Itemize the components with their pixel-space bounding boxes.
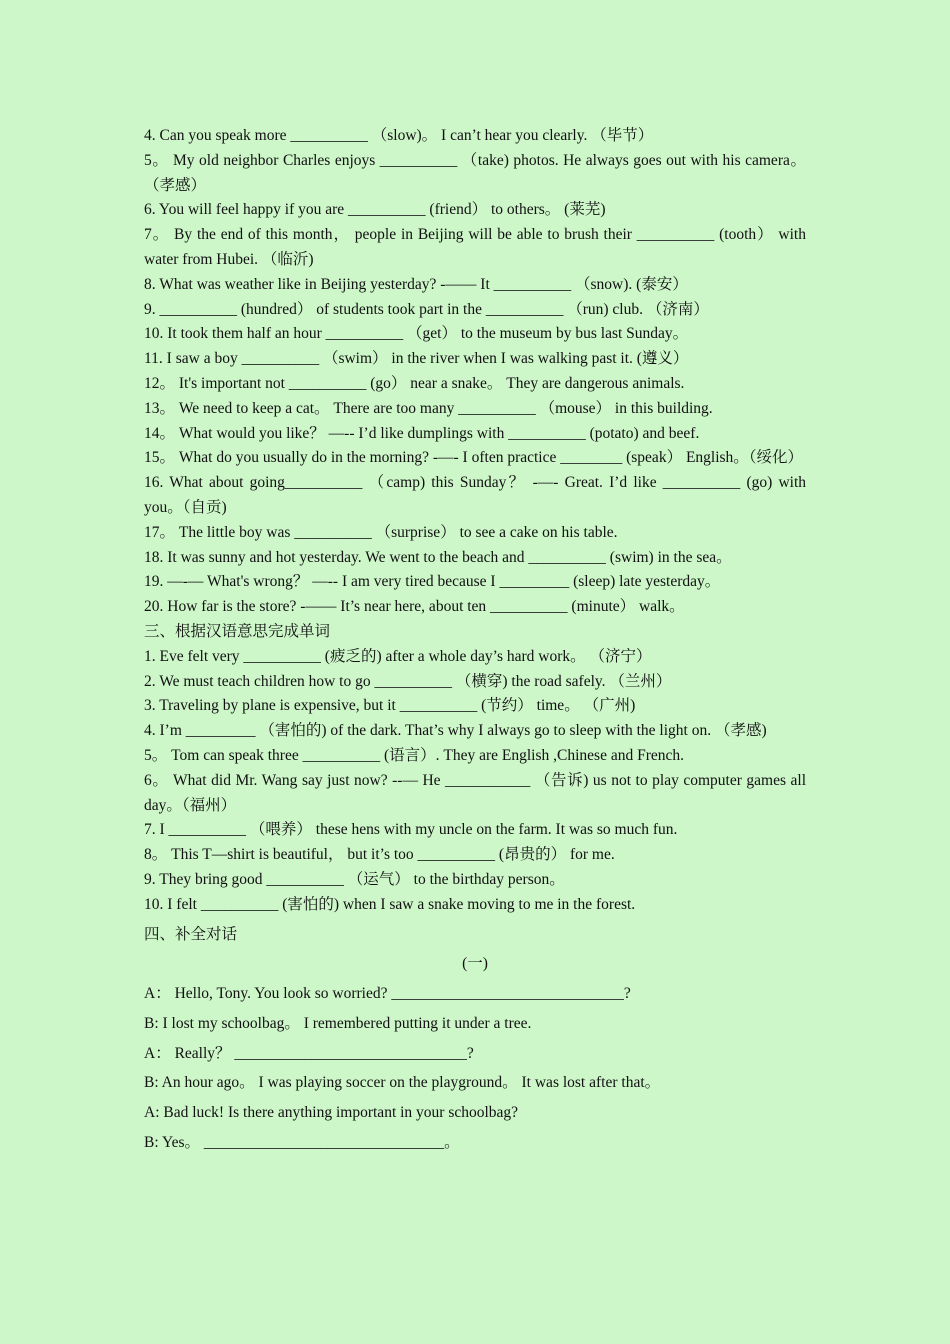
exercise-item: 12。 It's important not __________ (go） near a snake。 They are dangerous animals.	[144, 374, 685, 392]
exercise-item: 8. What was weather like in Beijing yesterday? -—— It __________ （snow). (泰安）	[144, 275, 688, 293]
exercise-item: 14。 What would you like？ —-- I’d like dumplings with __________ (potato) and beef.	[144, 424, 700, 442]
exercise-item: 6. You will feel happy if you are __________ (friend） to others。 (莱芜)	[144, 201, 606, 219]
exercise-item: 11. I saw a boy __________ （swim） in the river when I was walking past it. (遵义）	[144, 350, 689, 368]
exercise-item: 16. What about going__________ （camp) this Sunday？ -—- Great. I’d like __________ (go) with you。（自贡)	[144, 474, 806, 516]
exercise-item: 5。 My old neighbor Charles enjoys __________ （take) photos. He always goes out with his camera。 （孝感）	[144, 151, 806, 194]
exercise-item: 4. Can you speak more __________ （slow)。 I can’t hear you clearly. （毕节）	[144, 127, 654, 144]
exercise-item: 9. They bring good __________ （运气） to the birthday person。	[144, 870, 565, 888]
exercise-item: 1. Eve felt very __________ (疲乏的) after a whole day’s hard work。 （济宁）	[144, 647, 652, 665]
exercise-item: 18. It was sunny and hot yesterday. We went to the beach and __________ (swim) in the sea。	[144, 548, 732, 566]
dialogue-line: A： Really？ ______________________________?	[144, 1044, 474, 1062]
exercise-item: 15。 What do you usually do in the morning? -—- I often practice ________ (speak） English。（绥化）	[144, 449, 804, 467]
exercise-item: 9. __________ (hundred） of students took part in the __________ （run) club. （济南）	[144, 300, 709, 318]
dialogue-list	[144, 982, 806, 1156]
exercise-item: 13。 We need to keep a cat。 There are too many __________ （mouse） in this building.	[144, 399, 713, 417]
exercise-item: 4. I’m _________ （害怕的) of the dark. That’s why I always go to sleep with the light on. （孝感)	[144, 722, 767, 740]
dialogue-line: A： Hello, Tony. You look so worried? ______________________________?	[144, 985, 631, 1003]
section3-list	[144, 645, 806, 918]
exercise-item: 3. Traveling by plane is expensive, but it __________ (节约） time。 （广州)	[144, 697, 636, 715]
exercise-item: 8。 This T—shirt is beautiful， but it’s too __________ (昂贵的） for me.	[144, 846, 615, 864]
dialogue-line: B: Yes。 _______________________________。	[144, 1134, 460, 1152]
exercise-item: 7。 By the end of this month， people in Beijing will be able to brush their __________ (tooth） with water from Hubei. （临沂)	[144, 226, 806, 268]
exercise-item: 6。 What did Mr. Wang say just now? --— He ___________ （告诉) us not to play computer games all day。（福州）	[144, 771, 806, 814]
dialogue-line: A: Bad luck! Is there anything important in your schoolbag?	[144, 1104, 519, 1122]
section2-list	[144, 124, 806, 620]
dialogue-title: (一)	[462, 955, 488, 973]
exercise-item: 10. I felt __________ (害怕的) when I saw a snake moving to me in the forest.	[144, 895, 636, 913]
exercise-item: 19. —-— What's wrong？ —-- I am very tired because I _________ (sleep) late yesterday。	[144, 573, 721, 591]
section4-title: 四、补全对话	[144, 925, 238, 943]
exercise-item: 20. How far is the store? -—— It’s near here, about ten __________ (minute） walk。	[144, 598, 685, 616]
exercise-item: 17。 The little boy was __________ （surprise） to see a cake on his table.	[144, 523, 618, 541]
dialogue-line: B: An hour ago。 I was playing soccer on the playground。 It was lost after that。	[144, 1074, 661, 1092]
exercise-item: 2. We must teach children how to go __________ （横穿) the road safely. （兰州）	[144, 672, 672, 690]
exercise-item: 10. It took them half an hour __________ （get） to the museum by bus last Sunday。	[144, 325, 689, 343]
dialogue-line: B: I lost my schoolbag。 I remembered putting it under a tree.	[144, 1014, 532, 1032]
document-page	[144, 124, 806, 1161]
exercise-item: 7. I __________ （喂养） these hens with my uncle on the farm. It was so much fun.	[144, 821, 678, 839]
exercise-item: 5。 Tom can speak three __________ (语言）. They are English ,Chinese and French.	[144, 746, 684, 764]
section3-title: 三、根据汉语意思完成单词	[144, 622, 331, 640]
